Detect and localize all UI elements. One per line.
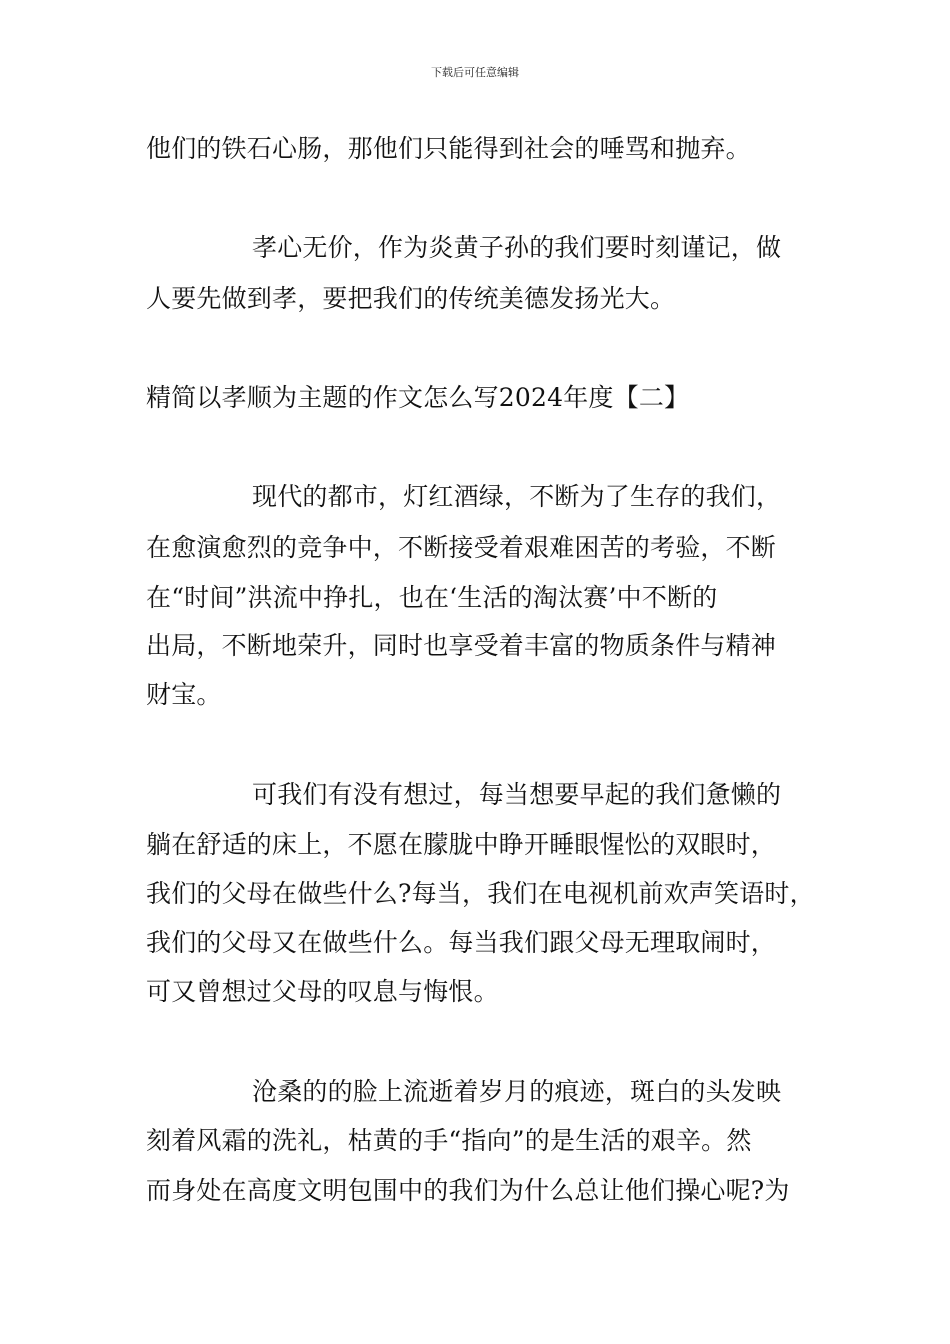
page-header: 下载后可任意编辑 — [431, 66, 519, 79]
text-line: 他们的铁石心肠，那他们只能得到社会的唾骂和抛弃。 — [146, 134, 751, 163]
text-line: 孝心无价，作为炎黄子孙的我们要时刻谨记，做 — [252, 233, 782, 262]
text-line: 财宝。 — [146, 680, 222, 709]
text-line: 可又曾想过父母的叹息与悔恨。 — [146, 977, 499, 1006]
text-line: 我们的父母又在做些什么。每当我们跟父母无理取闹时， — [146, 928, 777, 957]
text-line: 出局，不断地荣升，同时也享受着丰富的物质条件与精神 — [146, 631, 777, 660]
text-line: 人要先做到孝，要把我们的传统美德发扬光大。 — [146, 284, 676, 313]
text-line: 我们的父母在做些什么?每当，我们在电视机前欢声笑语时， — [146, 879, 815, 908]
text-line: 可我们有没有想过，每当想要早起的我们惫懒的 — [252, 780, 782, 809]
text-line: 躺在舒适的床上，不愿在朦胧中睁开睡眼惺忪的双眼时， — [146, 830, 777, 859]
section-heading: 精简以孝顺为主题的作文怎么写2024年度【二】 — [146, 383, 690, 412]
text-line: 在“时间”洪流中挣扎，也在‘生活的淘汰赛’中不断的 — [146, 583, 718, 612]
text-line: 沧桑的的脸上流逝着岁月的痕迹，斑白的头发映 — [252, 1077, 782, 1106]
text-line: 现代的都市，灯红酒绿，不断为了生存的我们， — [252, 482, 782, 511]
text-line: 刻着风霜的洗礼，枯黄的手“指向”的是生活的艰辛。然 — [146, 1126, 752, 1155]
text-line: 在愈演愈烈的竞争中，不断接受着艰难困苦的考验，不断 — [146, 533, 777, 562]
text-line: 而身处在高度文明包围中的我们为什么总让他们操心呢?为 — [146, 1176, 790, 1205]
